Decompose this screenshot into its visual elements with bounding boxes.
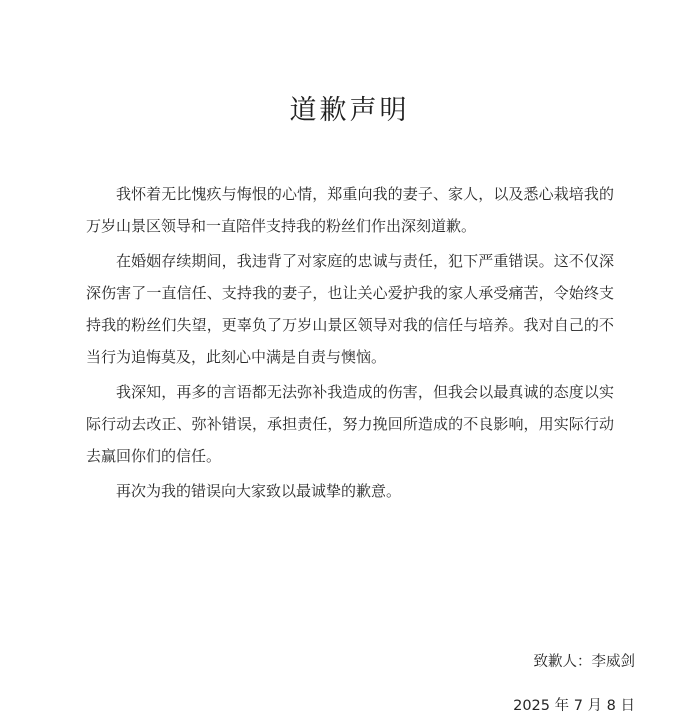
document-body: [86, 178, 614, 510]
document-title: 道歉声明: [289, 95, 410, 126]
paragraph-apology-intro: 我怀着无比愧疚与悔恨的心情，郑重向我的妻子、家人，以及悉心栽培我的万岁山景区领导和一直陪伴支持我的粉丝们作出深刻道歉。: [86, 185, 614, 235]
paragraph-wrongdoing: 在婚姻存续期间，我违背了对家庭的忠诚与责任，犯下严重错误。这不仅深深伤害了一直信任、支持我的妻子，也让关心爱护我的家人承受痛苦，令始终支持我的粉丝们失望，更辜负了万岁山景区领导对我的信任与培养。我对自己的不当行为追悔莫及，此刻心中满是自责与懊恼。: [86, 252, 614, 366]
paragraph-closing: 再次为我的错误向大家致以最诚挚的歉意。: [116, 482, 402, 500]
paragraph-commitment: 我深知，再多的言语都无法弥补我造成的伤害，但我会以最真诚的态度以实际行动去改正、弥补错误，承担责任，努力挽回所造成的不良影响，用实际行动去赢回你们的信任。: [86, 383, 614, 465]
signature-block: [513, 640, 635, 728]
signature-date: 2025 年 7 月 8 日: [513, 698, 635, 714]
signature-name: 致歉人：李威剑: [533, 654, 635, 670]
